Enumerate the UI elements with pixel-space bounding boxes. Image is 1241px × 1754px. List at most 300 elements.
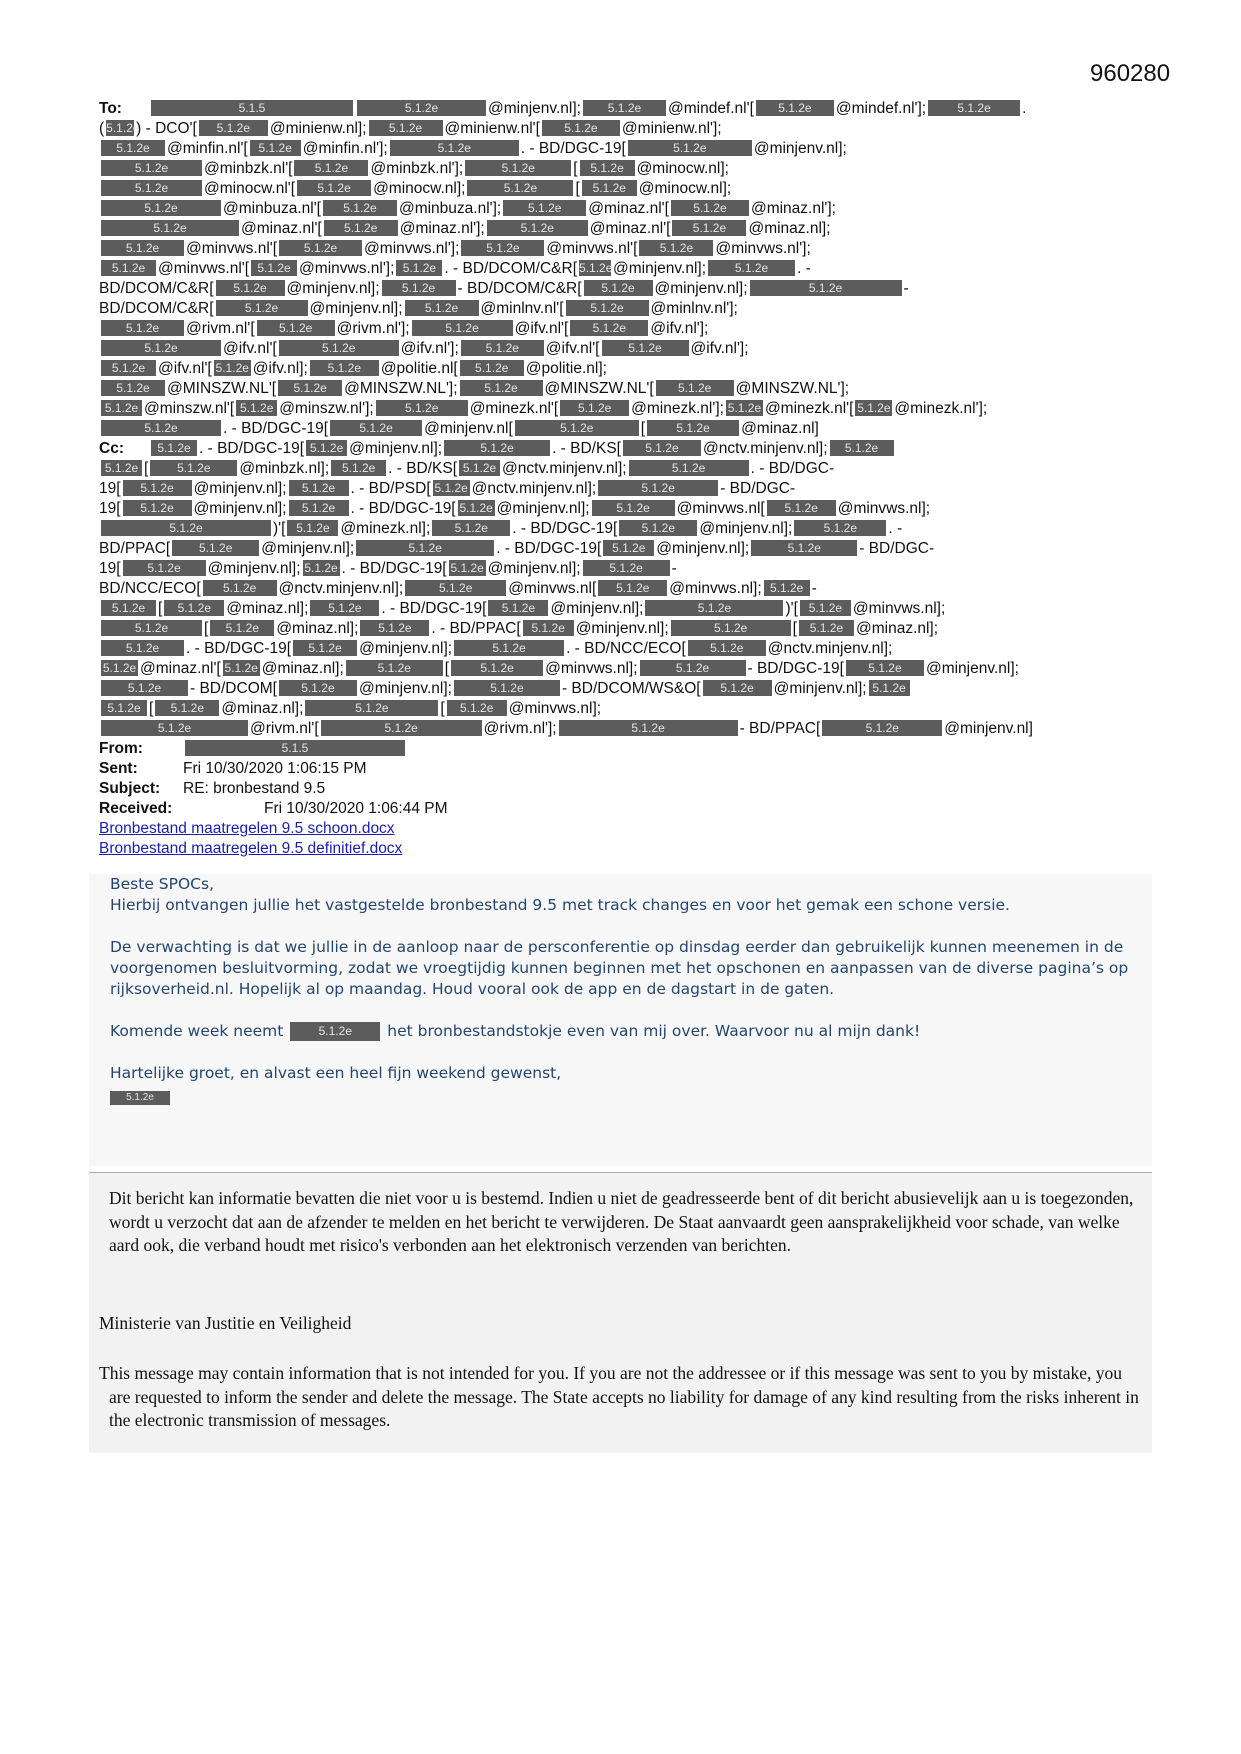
redaction-block: 5.1.2e	[287, 520, 338, 536]
redaction-block: 5.1.2e	[101, 200, 221, 216]
redaction-block: 5.1.2e	[672, 220, 746, 236]
redaction-block: 5.1.2e	[800, 600, 851, 616]
redaction-block: 5.1.2e	[459, 460, 500, 476]
redaction-block: 5.1.2e	[101, 320, 184, 336]
redaction-block: 5.1.2e	[289, 480, 349, 496]
redaction-block: 5.1.2e	[579, 261, 613, 275]
redaction-block: 5.1.2e	[101, 400, 142, 416]
recipient-line	[99, 599, 1159, 619]
recipient-text: @minfin.nl'[	[167, 140, 248, 157]
recipient-text: @minvws.nl];	[837, 500, 931, 517]
recipient-text: - BD/DCOM/C&R[	[457, 280, 582, 297]
disclaimer-text: This message may contain information that is not intended for you. If you are not the addressee or if this message was sent to you by mistake, you are requested to inform the sender and delete the message. The State accepts no liability for damage of any kind resulting from the risks inherent in the electronic transmission of messages.	[99, 1363, 1139, 1430]
recipient-text: @minezk.nl];	[340, 520, 431, 537]
recipient-text: 19[	[99, 560, 121, 577]
recipient-text: - BD/DGC-	[859, 540, 935, 557]
recipient-text: @minvws.nl];	[545, 660, 638, 677]
redaction-block: 5.1.2e	[671, 200, 749, 216]
recipient-text: [	[575, 180, 580, 197]
recipient-text: 19[	[99, 480, 121, 497]
redaction-block: 5.1.2e	[215, 361, 249, 375]
recipient-line	[99, 679, 1159, 699]
recipient-text: @minvws.nl'[	[546, 240, 638, 257]
recipient-text: @minaz.nl]	[741, 420, 819, 437]
redaction-block: 5.1.2e	[412, 320, 513, 336]
recipient-text: . -	[797, 260, 811, 277]
recipient-text: @minvws.nl'];	[299, 260, 395, 277]
redaction-block: 5.1.2e	[822, 720, 942, 736]
recipient-text: [	[144, 460, 149, 477]
recipient-text: -	[671, 560, 677, 577]
recipient-text: @minocw.nl];	[636, 160, 729, 177]
redaction-block: 5.1.2e	[101, 160, 202, 176]
to-recipients	[99, 99, 1159, 439]
recipient-line	[99, 619, 1159, 639]
redaction-block: 5.1.2e	[210, 620, 274, 636]
recipient-text: [	[640, 420, 646, 437]
redaction-block: 5.1.2e	[257, 320, 335, 336]
recipient-text: @MINSZW.NL'[	[167, 380, 277, 397]
redaction-block: 5.1.2e	[294, 160, 368, 176]
sent-value: Fri 10/30/2020 1:06:15 PM	[183, 760, 367, 777]
received-value: Fri 10/30/2020 1:06:44 PM	[264, 800, 448, 817]
recipient-text: [	[440, 700, 445, 717]
recipient-text: @minaz.nl'[	[589, 220, 671, 237]
redaction-block: 5.1.2e	[467, 180, 573, 196]
paragraph: De verwachting is dat we jullie in de aanloop naar de persconferentie op dinsdag eerder dan gebruikelijk kunnen meenemen in de voorgenomen besluitvorming, zodat we vroegtijdig kunnen beginnen met het opschonen en aanpassen van de diverse pagina’s op rijksoverheid.nl. Hopelijk al op maandag. Houd vooral ook de app en de dagstart in de gaten.	[110, 938, 1129, 998]
redaction-block: 5.1.2e	[432, 520, 510, 536]
redaction-block: 5.1.2e	[619, 520, 697, 536]
email-header	[99, 99, 1159, 859]
recipient-text: @minjenv.nl];	[773, 680, 867, 697]
paragraph: Hierbij ontvangen jullie het vastgestelde bronbestand 9.5 met track changes en voor het gemak een schone versie.	[110, 896, 1010, 914]
recipient-text: @ifv.nl];	[252, 360, 308, 377]
redaction-block: 5.1.2e	[278, 380, 342, 396]
recipient-text: @minvws.nl[	[508, 580, 597, 597]
recipient-text: @minjenv.nl];	[286, 280, 380, 297]
disclaimer-text: Dit bericht kan informatie bevatten die niet voor u is bestemd. Indien u niet de geadresseerde bent of dit bericht abusievelijk aan u is toegezonden, wordt u verzocht dat aan de afzender te melden en het bericht te verwijderen. De Staat aanvaardt geen aansprakelijkheid voor schade, van welke aard ook, die verband houdt met risico's verbonden aan het elektronisch verzenden van berichten.	[109, 1188, 1134, 1255]
recipient-text: @mindef.nl'[	[667, 100, 754, 117]
redaction-block: 5.1.2e	[106, 121, 140, 135]
recipient-line	[99, 639, 1159, 659]
recipient-text: @minbzk.nl'[	[204, 160, 293, 177]
recipient-line	[99, 299, 1159, 319]
recipient-text: @ifv.nl'[	[158, 360, 212, 377]
recipient-text: @minjenv.nl];	[193, 500, 287, 517]
recipient-text: @minocw.nl'[	[204, 180, 296, 197]
recipient-text: @minienw.nl'[	[444, 120, 540, 137]
recipient-text: BD/NCC/ECO[	[99, 580, 201, 597]
redaction-block: 5.1.2e	[101, 640, 184, 656]
attachment-link[interactable]: Bronbestand maatregelen 9.5 schoon.docx	[99, 820, 395, 837]
recipient-text: @minvws.nl];	[669, 580, 762, 597]
recipient-text: @minvws.nl[	[676, 500, 765, 517]
recipient-text: ) - DCO'[	[136, 120, 197, 137]
sent-label: Sent:	[99, 760, 138, 777]
recipient-text: @mindef.nl'];	[835, 100, 927, 117]
recipient-text: @minaz.nl];	[221, 700, 304, 717]
redaction-block: 5.1.2e	[155, 700, 219, 716]
redaction-block: 5.1.2e	[164, 600, 224, 616]
recipient-text: . - BD/DGC-19[	[496, 540, 602, 557]
redaction-block: 5.1.2e	[251, 260, 297, 276]
recipient-text: @minjenv.nl[	[424, 420, 513, 437]
recipient-text: @politie.nl];	[525, 360, 607, 377]
redaction-block: 5.1.5	[151, 100, 353, 116]
recipient-line	[99, 539, 1159, 559]
recipient-text: @nctv.minjenv.nl];	[471, 480, 597, 497]
recipient-line	[99, 239, 1159, 259]
recipient-text: @minjenv.nl];	[309, 300, 403, 317]
redaction-block: 5.1.2e	[598, 580, 667, 596]
redaction-block: 5.1.2e	[750, 280, 902, 296]
recipient-text: )'[	[273, 520, 286, 537]
recipient-text: @minbuza.nl'[	[223, 200, 321, 217]
recipient-text: . - BD/NCC/ECO[	[566, 640, 686, 657]
redaction-block: 5.1.2e	[582, 180, 637, 196]
ministry-name: Ministerie van Justitie en Veiligheid	[99, 1313, 352, 1333]
recipient-text: @nctv.minjenv.nl];	[702, 440, 828, 457]
recipient-line	[99, 579, 1159, 599]
redaction-block: 5.1.2e	[488, 600, 548, 616]
redaction-block: 5.1.2e	[454, 680, 560, 696]
recipient-line	[99, 99, 1159, 119]
redaction-block: 5.1.2e	[503, 200, 586, 216]
redaction-block: 5.1.2e	[224, 661, 258, 675]
recipient-text: @minjenv.nl];	[496, 500, 590, 517]
recipient-line	[99, 359, 1159, 379]
disclaimer-dutch	[99, 1187, 1139, 1258]
redaction-block: 5.1.2e	[639, 240, 713, 256]
recipient-text: [	[792, 620, 797, 637]
redaction-block: 5.1.2e	[523, 620, 574, 636]
recipient-text: @minbzk.nl'];	[370, 160, 464, 177]
recipient-text: @minaz.nl];	[276, 620, 359, 637]
redaction-block: 5.1.2e	[101, 240, 184, 256]
redaction-block: 5.1.2e	[297, 180, 371, 196]
redaction-block: 5.1.2e	[727, 401, 762, 415]
redaction-block: 5.1.2e	[293, 640, 357, 656]
recipient-text: @minvws.nl];	[508, 700, 602, 717]
recipient-line	[99, 719, 1159, 739]
recipient-line	[99, 399, 1159, 419]
recipient-line	[99, 179, 1159, 199]
recipient-text: @minjenv.nl];	[359, 640, 453, 657]
recipient-text: @minszw.nl'[	[144, 400, 235, 417]
redaction-block: 5.1.2e	[928, 100, 1020, 116]
recipient-line	[99, 199, 1159, 219]
redaction-block: 5.1.2e	[305, 700, 438, 716]
redaction-block: 5.1.2e	[703, 680, 772, 696]
redaction-block: 5.1.2e	[360, 620, 429, 636]
redaction-block: 5.1.2e	[101, 360, 156, 376]
redaction-block: 5.1.2e	[101, 260, 156, 276]
redaction-block: 5.1.2e	[434, 481, 468, 495]
recipient-text: @minjenv.nl];	[753, 140, 847, 157]
recipient-text: @minaz.nl'];	[750, 200, 836, 217]
redaction-block: 5.1.2e	[460, 360, 524, 376]
recipient-text: - BD/DGC-19[	[747, 660, 844, 677]
recipient-text: [	[573, 160, 578, 177]
redaction-block: 5.1.2e	[405, 300, 479, 316]
recipient-text: - BD/DCOM[	[190, 680, 277, 697]
redaction-block: 5.1.2e	[799, 620, 854, 636]
recipient-line	[99, 259, 1159, 279]
redaction-block: 5.1.2e	[101, 140, 165, 156]
redaction-block: 5.1.2e	[324, 220, 398, 236]
recipient-line	[99, 699, 1159, 719]
recipient-text: @ifv.nl'[	[545, 340, 600, 357]
recipient-text: @minaz.nl];	[855, 620, 939, 637]
redaction-block: 5.1.2e	[321, 720, 482, 736]
redaction-block: 5.1.2e	[559, 720, 738, 736]
redaction-block: 5.1.2e	[356, 540, 494, 556]
redaction-block: 5.1.2e	[584, 280, 653, 296]
recipient-text: . - BD/PPAC[	[431, 620, 521, 637]
recipient-line	[99, 659, 1159, 679]
redaction-block: 5.1.2e	[869, 680, 910, 696]
recipient-text: @minocw.nl];	[373, 180, 466, 197]
redaction-block: 5.1.2e	[598, 480, 718, 496]
redaction-block: 5.1.2e	[101, 380, 165, 396]
recipient-text: @minocw.nl];	[638, 180, 732, 197]
recipient-line	[99, 379, 1159, 399]
field-label: Cc:	[99, 440, 124, 457]
subject-value: RE: bronbestand 9.5	[183, 780, 326, 797]
recipient-text: .	[1022, 100, 1027, 117]
redaction-block: 5.1.2e	[830, 440, 894, 456]
recipient-text: @ifv.nl'[	[223, 340, 277, 357]
redaction-block: 5.1.2e	[487, 220, 588, 236]
recipient-line	[99, 559, 1159, 579]
from-label: From:	[99, 740, 143, 757]
greeting: Beste SPOCs,	[110, 875, 214, 893]
redaction-block: 5.1.2e	[857, 401, 891, 415]
recipient-text: @minaz.nl];	[226, 600, 309, 617]
redaction-block: 5.1.2e	[123, 480, 192, 496]
redaction-block: 5.1.2e	[101, 180, 202, 196]
redaction-block: 5.1.2e	[101, 420, 221, 436]
recipient-text: @ifv.nl'];	[690, 340, 749, 357]
redaction-block: 5.1.2e	[688, 640, 766, 656]
recipient-text: @minezk.nl'];	[894, 400, 988, 417]
recipient-text: BD/DCOM/C&R[	[99, 280, 214, 297]
recipient-text: @nctv.minjenv.nl];	[767, 640, 893, 657]
field-label: To:	[99, 100, 122, 117]
recipient-text: @minlnv.nl'[	[480, 300, 564, 317]
recipient-text: @minvws.nl'];	[715, 240, 811, 257]
redaction-block: 5.1.2e	[444, 440, 550, 456]
recipient-text: @minjenv.nl];	[550, 600, 644, 617]
recipient-text: [	[158, 600, 163, 617]
redaction-block: 5.1.2e	[602, 340, 689, 356]
recipient-line	[99, 319, 1159, 339]
redaction-block: 5.1.2e	[447, 700, 507, 716]
redaction-block: 5.1.2e	[151, 440, 197, 456]
recipient-text: @minezk.nl'[	[764, 400, 854, 417]
recipient-text: @rivm.nl'];	[483, 720, 557, 737]
redaction-block: 5.1.2e	[570, 320, 648, 336]
redaction-block: 5.1.2e	[123, 560, 206, 576]
redaction-block: 5.1.2e	[236, 400, 277, 416]
redaction-block: 5.1.2e	[603, 540, 654, 556]
recipient-text: @minlnv.nl'];	[650, 300, 738, 317]
recipient-text: (	[99, 120, 105, 137]
recipient-text: - BD/DGC-	[720, 480, 796, 497]
redaction-block: 5.1.2e	[460, 380, 543, 396]
redaction-block: 5.1.2e	[101, 340, 221, 356]
recipient-line	[99, 499, 1159, 519]
redaction-block: 5.1.2e	[101, 520, 271, 536]
recipient-text: @ifv.nl'[	[514, 320, 569, 337]
recipient-text: . - BD/DGC-	[750, 460, 835, 477]
redaction-block: 5.1.2e	[172, 540, 259, 556]
recipient-text: @rivm.nl'];	[336, 320, 410, 337]
recipient-line	[99, 139, 1159, 159]
recipient-text: @minienw.nl'];	[621, 120, 722, 137]
recipient-text: [	[149, 700, 154, 717]
recipient-line	[99, 479, 1159, 499]
redaction-block: 5.1.2e	[756, 100, 834, 116]
redaction-block: 5.1.2e	[465, 160, 571, 176]
redaction-block: 5.1.2e	[751, 540, 857, 556]
redaction-block: 5.1.2e	[330, 420, 422, 436]
recipient-text: @minjenv.nl];	[261, 540, 355, 557]
recipient-text: @minjenv.nl];	[613, 260, 707, 277]
recipient-text: @minjenv.nl];	[349, 440, 443, 457]
redaction-block: 5.1.2e	[279, 240, 362, 256]
recipient-text: BD/PPAC[	[99, 540, 171, 557]
redaction-block: 5.1.2e	[459, 501, 493, 515]
redaction-block: 5.1.2e	[382, 280, 456, 296]
recipient-text: @minfin.nl'];	[302, 140, 388, 157]
redaction-block: 5.1.2e	[101, 620, 202, 636]
redaction-block: 5.1.2e	[216, 280, 285, 296]
recipient-line	[99, 419, 1159, 439]
subject-row	[99, 779, 1159, 799]
paragraph	[110, 1021, 1150, 1042]
recipient-text: @nctv.minjenv.nl];	[278, 580, 404, 597]
redaction-block: 5.1.2e	[390, 140, 519, 156]
recipient-text: . -	[888, 520, 903, 537]
recipient-line	[99, 339, 1159, 359]
subject-label: Subject:	[99, 780, 161, 797]
redaction-block: 5.1.2e	[101, 700, 147, 716]
recipient-text: @minjenv.nl];	[487, 560, 581, 577]
redaction-block: 5.1.2e	[583, 560, 670, 576]
recipient-text: @minaz.nl'[	[588, 200, 669, 217]
attachment-link[interactable]: Bronbestand maatregelen 9.5 definitief.docx	[99, 840, 403, 857]
recipient-text: . - BD/KS[	[388, 460, 458, 477]
recipient-line	[99, 279, 1159, 299]
recipient-text: @minjenv.nl];	[925, 660, 1019, 677]
redaction-block: 5.1.2e	[290, 1022, 380, 1041]
redaction-block: 5.1.2e	[203, 580, 277, 596]
redaction-block: 5.1.2e	[357, 100, 486, 116]
redaction-block: 5.1.2e	[101, 720, 248, 736]
recipient-text: - BD/DCOM/WS&O[	[561, 680, 701, 697]
redaction-block: 5.1.2e	[566, 300, 649, 316]
redaction-block: 5.1.2e	[199, 120, 268, 136]
recipient-text: -	[903, 280, 909, 297]
redaction-block: 5.1.2e	[542, 120, 620, 136]
redaction-block: 5.1.2e	[279, 680, 357, 696]
redaction-block: 5.1.2e	[279, 340, 399, 356]
recipient-text: @minjenv.nl];	[488, 100, 581, 117]
redaction-block: 5.1.2e	[767, 500, 836, 516]
recipient-line	[99, 459, 1159, 479]
redaction-block: 5.1.2e	[101, 220, 239, 236]
redaction-block: 5.1.2e	[623, 440, 701, 456]
recipient-text: - BD/PPAC[	[739, 720, 821, 737]
redaction-block: 5.1.5	[185, 740, 405, 756]
recipient-text: @MINSZW.NL'];	[344, 380, 458, 397]
redaction-block: 5.1.2e	[708, 260, 795, 276]
sent-row	[99, 759, 1159, 779]
redaction-block: 5.1.2e	[671, 620, 791, 636]
redaction-block: 5.1.2e	[376, 400, 468, 416]
redaction-block: 5.1.2e	[764, 580, 810, 596]
redaction-block: 5.1.2e	[846, 660, 924, 676]
redaction-block: 5.1.2e	[560, 400, 629, 416]
redaction-block: 5.1.2e	[216, 300, 308, 316]
recipient-text: @MINSZW.NL'[	[544, 380, 654, 397]
recipient-text: )'[	[785, 600, 798, 617]
recipient-text: @minjenv.nl];	[358, 680, 452, 697]
recipient-text: @minienw.nl];	[269, 120, 367, 137]
closing: Hartelijke groet, en alvast een heel fijn weekend gewenst,	[110, 1064, 562, 1082]
redaction-block: 5.1.2e	[794, 520, 886, 536]
redaction-block: 5.1.2e	[647, 420, 739, 436]
recipient-text: @minezk.nl'[	[469, 400, 559, 417]
redaction-block: 5.1.2e	[150, 460, 237, 476]
recipient-line	[99, 519, 1159, 539]
recipient-text: 19[	[99, 500, 121, 517]
recipient-text: @politie.nl[	[380, 360, 458, 377]
received-label: Received:	[99, 800, 173, 817]
disclaimer-english	[99, 1362, 1139, 1433]
redaction-block: 5.1.2e	[310, 360, 379, 376]
recipient-text: BD/DCOM/C&R[	[99, 300, 214, 317]
message-body	[110, 874, 1150, 1107]
redaction-block: 5.1.2e	[310, 600, 379, 616]
redaction-block: 5.1.2e	[628, 140, 752, 156]
document-number: 960280	[1090, 60, 1171, 87]
redaction-block: 5.1.2e	[656, 380, 734, 396]
signature-redaction: 5.1.2e	[110, 1091, 170, 1105]
recipient-text: @nctv.minjenv.nl];	[502, 460, 627, 477]
recipient-text: [	[444, 660, 450, 677]
recipient-text: @minjenv.nl];	[207, 560, 301, 577]
recipient-text: @minjenv.nl];	[699, 520, 793, 537]
recipient-text: . - BD/DGC-19[	[186, 640, 292, 657]
redaction-block: 5.1.2e	[461, 240, 544, 256]
recipient-text: @minjenv.nl];	[193, 480, 287, 497]
recipient-text: @minaz.nl'];	[399, 220, 485, 237]
redaction-block: 5.1.2e	[250, 140, 301, 156]
recipient-text: @minjenv.nl];	[575, 620, 669, 637]
redaction-block: 5.1.2e	[405, 580, 506, 596]
recipient-text: @minaz.nl];	[261, 660, 344, 677]
redaction-block: 5.1.2e	[583, 100, 666, 116]
recipient-line	[99, 119, 1159, 139]
recipient-text: @minjenv.nl]	[944, 720, 1033, 737]
redaction-block: 5.1.2e	[450, 561, 484, 575]
recipient-text: . - BD/DGC-19[	[350, 500, 456, 517]
recipient-text: @minaz.nl];	[748, 220, 831, 237]
redaction-block: 5.1.2e	[640, 660, 746, 676]
recipient-text: @ifv.nl'];	[400, 340, 459, 357]
